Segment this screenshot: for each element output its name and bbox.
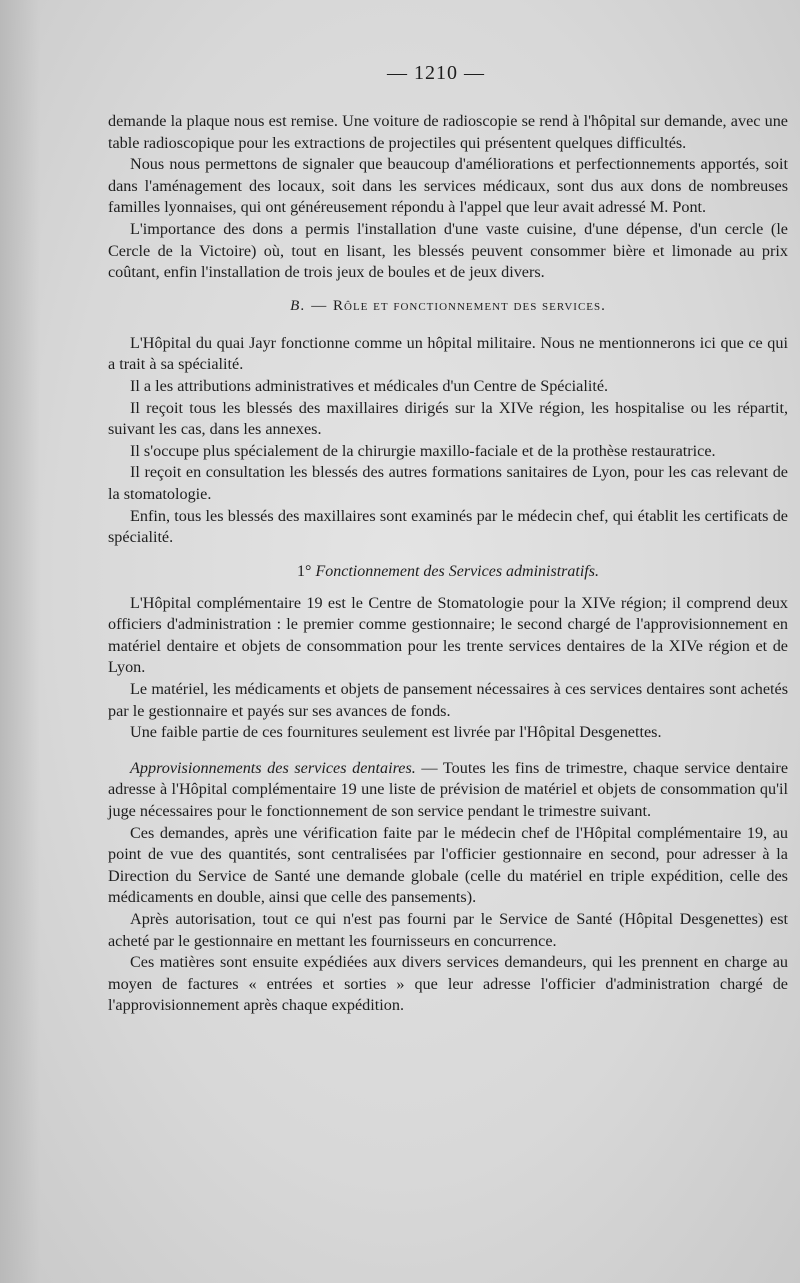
subsection-number: 1°	[297, 562, 312, 580]
run-in-heading: Approvisionnements des services dentaires.	[130, 758, 416, 777]
paragraph-gap	[108, 744, 788, 758]
paragraph: L'Hôpital du quai Jayr fonctionne comme un hôpital militaire. Nous ne mentionnerons ici que ce qui a trait à sa spécialité.	[108, 333, 788, 374]
section-heading-b	[108, 298, 788, 315]
paragraph: Une faible partie de ces fournitures seulement est livrée par l'Hôpital Desgenettes.	[130, 723, 662, 742]
section-letter: B.	[290, 297, 307, 314]
page-body	[108, 111, 788, 1017]
paragraph: Nous nous permettons de signaler que beaucoup d'améliorations et perfectionnements apportés, soit dans l'aménagement des locaux, soit dans les services médicaux, sont dus aux dons de nombreuses familles lyonnaises, qui ont généreusement répondu à l'appel que leur avait adressé M. Pont.	[108, 155, 788, 217]
paragraph: demande la plaque nous est remise. Une voiture de radioscopie se rend à l'hôpital sur demande, avec une table radioscopique pour les extractions de projectiles qui présentent quelques difficultés.	[108, 112, 788, 152]
paragraph: L'importance des dons a permis l'installation d'une vaste cuisine, d'une dépense, d'un cercle (le Cercle de la Victoire) où, tout en lisant, les blessés peuvent consommer bière et limonade au prix coûtant, enfin l'installation de trois jeux de boules et de jeux divers.	[108, 219, 788, 282]
paragraph: Il reçoit tous les blessés des maxillaires dirigés sur la XIVe région, les hospitalise ou les répartit, suivant les cas, dans les annexes.	[108, 398, 788, 439]
paragraph: Enfin, tous les blessés des maxillaires sont examinés par le médecin chef, qui établit les certificats de spécialité.	[108, 506, 788, 547]
paragraph: Ces matières sont ensuite expédiées aux divers services demandeurs, qui les prennent en charge au moyen de factures « entrées et sorties » que leur adresse l'officier d'administration chargé de l'approvisionnement après chaque expédition.	[108, 953, 788, 1015]
paragraph: Après autorisation, tout ce qui n'est pas fourni par le Service de Santé (Hôpital Desgenettes) est acheté par le gestionnaire en mettant les fournisseurs en concurrence.	[108, 910, 788, 950]
subsection-heading	[108, 563, 788, 581]
paragraph: Il a les attributions administratives et médicales d'un Centre de Spécialité.	[130, 376, 609, 395]
section-dash: —	[306, 297, 334, 314]
page-number: — 1210 —	[387, 62, 485, 84]
paragraph-text: — Toutes les fins de trimestre, chaque service dentaire adresse à l'Hôpital complémentaire 19 une liste de prévision de matériel et objets de consommation qu'il juge nécessaires pour le fonctionnement de son service pendant le trimestre suivant.	[108, 758, 789, 821]
paragraph: Il s'occupe plus spécialement de la chirurgie maxillo-faciale et de la prothèse restauratrice.	[130, 441, 716, 460]
paragraph: Ces demandes, après une vérification faite par le médecin chef de l'Hôpital complémentaire 19, au point de vue des quantités, sont centralisées par l'officier gestionnaire en second, pour adresser à la Direction du Service de Santé une demande globale (celle du matériel en triple expédition, celle des médicaments en double, ainsi que celle des pansements).	[108, 823, 788, 907]
paragraph-approvisionnements	[108, 758, 788, 823]
section-title: Rôle et fonctionnement des services.	[333, 297, 606, 314]
paragraph: Il reçoit en consultation les blessés des autres formations sanitaires de Lyon, pour les cas relevant de la stomatologie.	[108, 463, 788, 503]
subsection-title: Fonctionnement des Services administratifs.	[315, 562, 599, 580]
paragraph: L'Hôpital complémentaire 19 est le Centre de Stomatologie pour la XIVe région; il comprend deux officiers d'administration : le premier comme gestionnaire; le second chargé de l'approvisionnement en matériel dentaire et objets de consommation pour les trente services dentaires de la XIVe région et de Lyon.	[108, 593, 788, 677]
paragraph: Le matériel, les médicaments et objets de pansement nécessaires à ces services dentaires sont achetés par le gestionnaire et payés sur ses avances de fonds.	[108, 680, 788, 720]
